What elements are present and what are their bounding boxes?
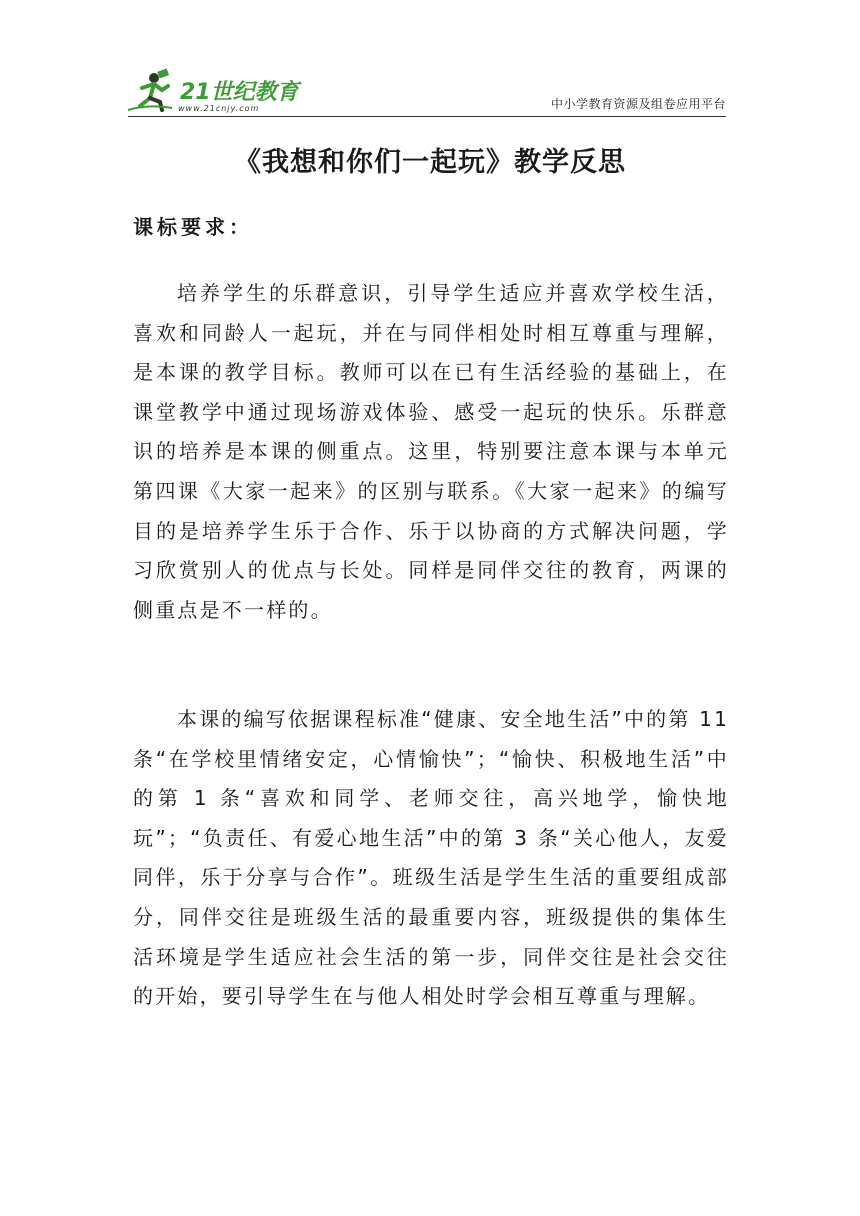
paragraph-2: 本课的编写依据课程标准“健康、安全地生活”中的第 11 条“在学校里情绪安定，心情愉快”；“愉快、积极地生活”中的第 1 条“喜欢和同学、老师交往，高兴地学，愉快地玩”；“负责任、有爱心地生活”中的第 3 条“关心他人，友爱同伴，乐于分享与合作”。班级生活是学生生活的重要组成部分，同伴交往是班级生活的最重要内容，班级提供的集体生活环境是学生适应社会生活的第一步，同伴交往是社会交往的开始，要引导学生在与他人相处时学会相互尊重与理解。: [133, 707, 729, 1009]
page-header: [128, 64, 726, 117]
header-tagline: 中小学教育资源及组卷应用平台: [550, 97, 726, 111]
document-title: 《我想和你们一起玩》教学反思: [234, 147, 626, 178]
logo-text: 21世纪教育: [180, 80, 299, 105]
logo-url-text: www.21cnjy.com: [178, 104, 260, 113]
paragraph-1: 培养学生的乐群意识，引导学生适应并喜欢学校生活，喜欢和同龄人一起玩，并在与同伴相处时相互尊重与理解，是本课的教学目标。教师可以在已有生活经验的基础上，在课堂教学中通过现场游戏体验、感受一起玩的快乐。乐群意识的培养是本课的侧重点。这里，特别要注意本课与本单元第四课《大家一起来》的区别与联系。《大家一起来》的编写目的是培养学生乐于合作、乐于以协商的方式解决问题，学习欣赏别人的优点与长处。同样是同伴交往的教育，两课的侧重点是不一样的。: [133, 281, 729, 622]
section-heading: 课标要求：: [133, 215, 253, 239]
logo-wordmark: [128, 64, 303, 116]
site-logo[interactable]: [128, 64, 303, 116]
